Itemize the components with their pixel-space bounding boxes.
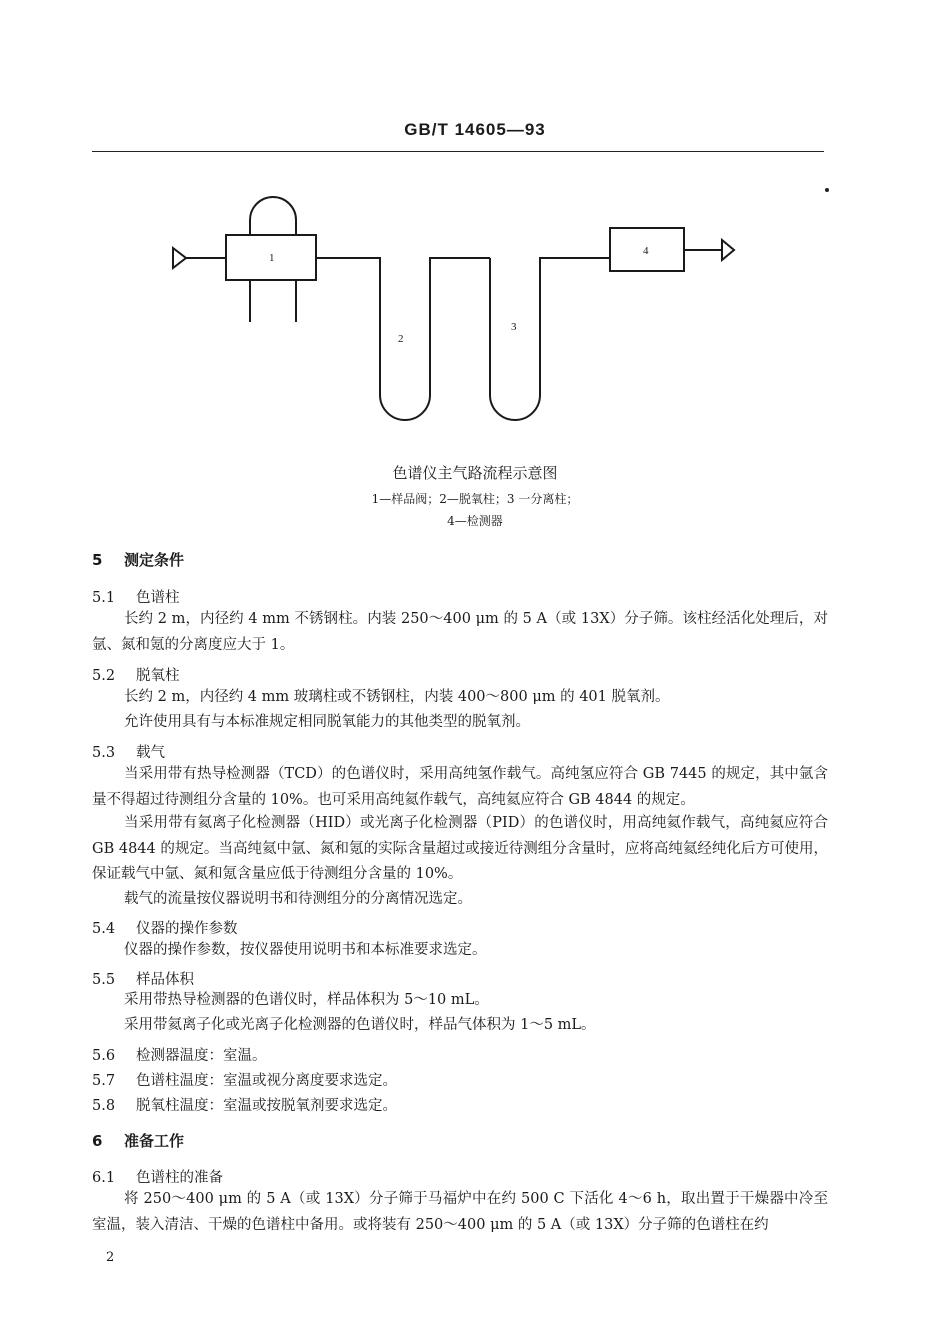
label-deoxy-column: 2 [398, 333, 404, 345]
section-6-heading [92, 1130, 184, 1151]
figure-caption: 色谱仪主气路流程示意图 [392, 464, 558, 482]
clause-5-1-text: 长约 2 m，内径约 4 mm 不锈钢柱。内装 250～400 μm 的 5 A（或 13X）分子筛。该柱经活化处理后，对氩、氮和氪的分离度应大于 1。 [92, 611, 828, 653]
clause-5-4-heading [92, 917, 238, 938]
clause-5-4-text: 仪器的操作参数，按仪器使用说明书和本标准要求选定。 [124, 942, 487, 958]
clause-5-3-title: 载气 [136, 745, 165, 761]
clause-5-6 [92, 1044, 267, 1065]
clause-6-1-text: 将 250～400 μm 的 5 A（或 13X）分子筛于马福炉中在约 500 C 下活化 4～6 h，取出置于干燥器中冷至室温，装入清洁、干燥的色谱柱中备用。或将装有 250～400 μm 的 5 A（或 13X）分子筛的色谱柱在约 [92, 1191, 828, 1233]
separation-column [490, 258, 610, 420]
clause-6-1-number: 6.1 [92, 1170, 116, 1186]
clause-6-1-title: 色谱柱的准备 [136, 1170, 223, 1186]
section-5-heading [92, 549, 184, 570]
clause-5-4-title: 仪器的操作参数 [136, 921, 238, 937]
clause-5-7-number: 5.7 [92, 1073, 116, 1089]
clause-6-1-heading [92, 1166, 223, 1187]
clause-5-5-title: 样品体积 [136, 972, 194, 988]
clause-5-6-number: 5.6 [92, 1048, 116, 1064]
figure-legend-line-2: 4—检测器 [447, 514, 503, 528]
clause-5-2-number: 5.2 [92, 668, 116, 684]
gas-flow-diagram [0, 180, 950, 440]
clause-5-2-text-1: 长约 2 m，内径约 4 mm 玻璃柱或不锈钢柱，内装 400～800 μm 的 401 脱氧剂。 [124, 689, 670, 705]
clause-5-2-text-2: 允许使用具有与本标准规定相同脱氧能力的其他类型的脱氧剂。 [124, 714, 530, 730]
section-6-number: 6 [92, 1132, 103, 1150]
clause-5-3-text-2: 当采用带有氦离子化检测器（HID）或光离子化检测器（PID）的色谱仪时，用高纯氦作载气，高纯氦应符合 GB 4844 的规定。当高纯氦中氩、氮和氪的实际含量超过或接近待测组分含量时，应将高纯氦经纯化后方可使用，保证载气中氩、氮和氪含量应低于待测组分含量的 10%。 [92, 815, 828, 882]
clause-5-1-number: 5.1 [92, 590, 116, 606]
label-valve: 1 [269, 252, 275, 264]
gas-flow-diagram-svg [0, 180, 950, 440]
section-5-number: 5 [92, 551, 103, 569]
clause-5-5-number: 5.5 [92, 972, 116, 988]
sample-loop [250, 197, 296, 235]
section-5-title: 测定条件 [124, 551, 185, 569]
standard-code: GB/T 14605—93 [404, 120, 546, 139]
clause-5-3-text-1: 当采用带有热导检测器（TCD）的色谱仪时，采用高纯氢作载气。高纯氢应符合 GB 7445 的规定，其中氩含量不得超过待测组分含量的 10%。也可采用高纯氦作载气，高纯氦应符合 GB 4844 的规定。 [92, 766, 828, 808]
clause-5-2-title: 脱氧柱 [136, 668, 180, 684]
figure-legend-line-1: 1—样品阀；2—脱氧柱；3 一分离柱； [371, 492, 579, 506]
section-6-title: 准备工作 [124, 1132, 185, 1150]
clause-5-3-heading [92, 741, 165, 762]
clause-5-8-number: 5.8 [92, 1098, 116, 1114]
clause-5-8-text: 脱氧柱温度：室温或按脱氧剂要求选定。 [136, 1098, 397, 1114]
page-number: 2 [106, 1250, 115, 1265]
clause-5-5-text-1: 采用带热导检测器的色谱仪时，样品体积为 5～10 mL。 [124, 992, 489, 1008]
clause-5-5-text-2: 采用带氦离子化或光离子化检测器的色谱仪时，样品气体积为 1～5 mL。 [124, 1017, 596, 1033]
outlet-arrow-icon [722, 240, 734, 260]
clause-5-7-text: 色谱柱温度：室温或视分离度要求选定。 [136, 1073, 397, 1089]
clause-5-7 [92, 1069, 397, 1090]
clause-5-3-number: 5.3 [92, 745, 116, 761]
clause-5-8 [92, 1094, 397, 1115]
header-rule [92, 151, 824, 152]
label-detector: 4 [643, 245, 649, 257]
clause-5-3-text-3: 载气的流量按仪器说明书和待测组分的分离情况选定。 [124, 891, 472, 907]
clause-5-5-heading [92, 968, 194, 989]
inlet-arrow-icon [173, 248, 186, 268]
clause-5-1-title: 色谱柱 [136, 590, 180, 606]
clause-5-2-heading [92, 664, 180, 685]
label-separation-column: 3 [511, 321, 517, 333]
clause-5-1-heading [92, 586, 180, 607]
clause-5-6-text: 检测器温度：室温。 [136, 1048, 267, 1064]
clause-5-4-number: 5.4 [92, 921, 116, 937]
